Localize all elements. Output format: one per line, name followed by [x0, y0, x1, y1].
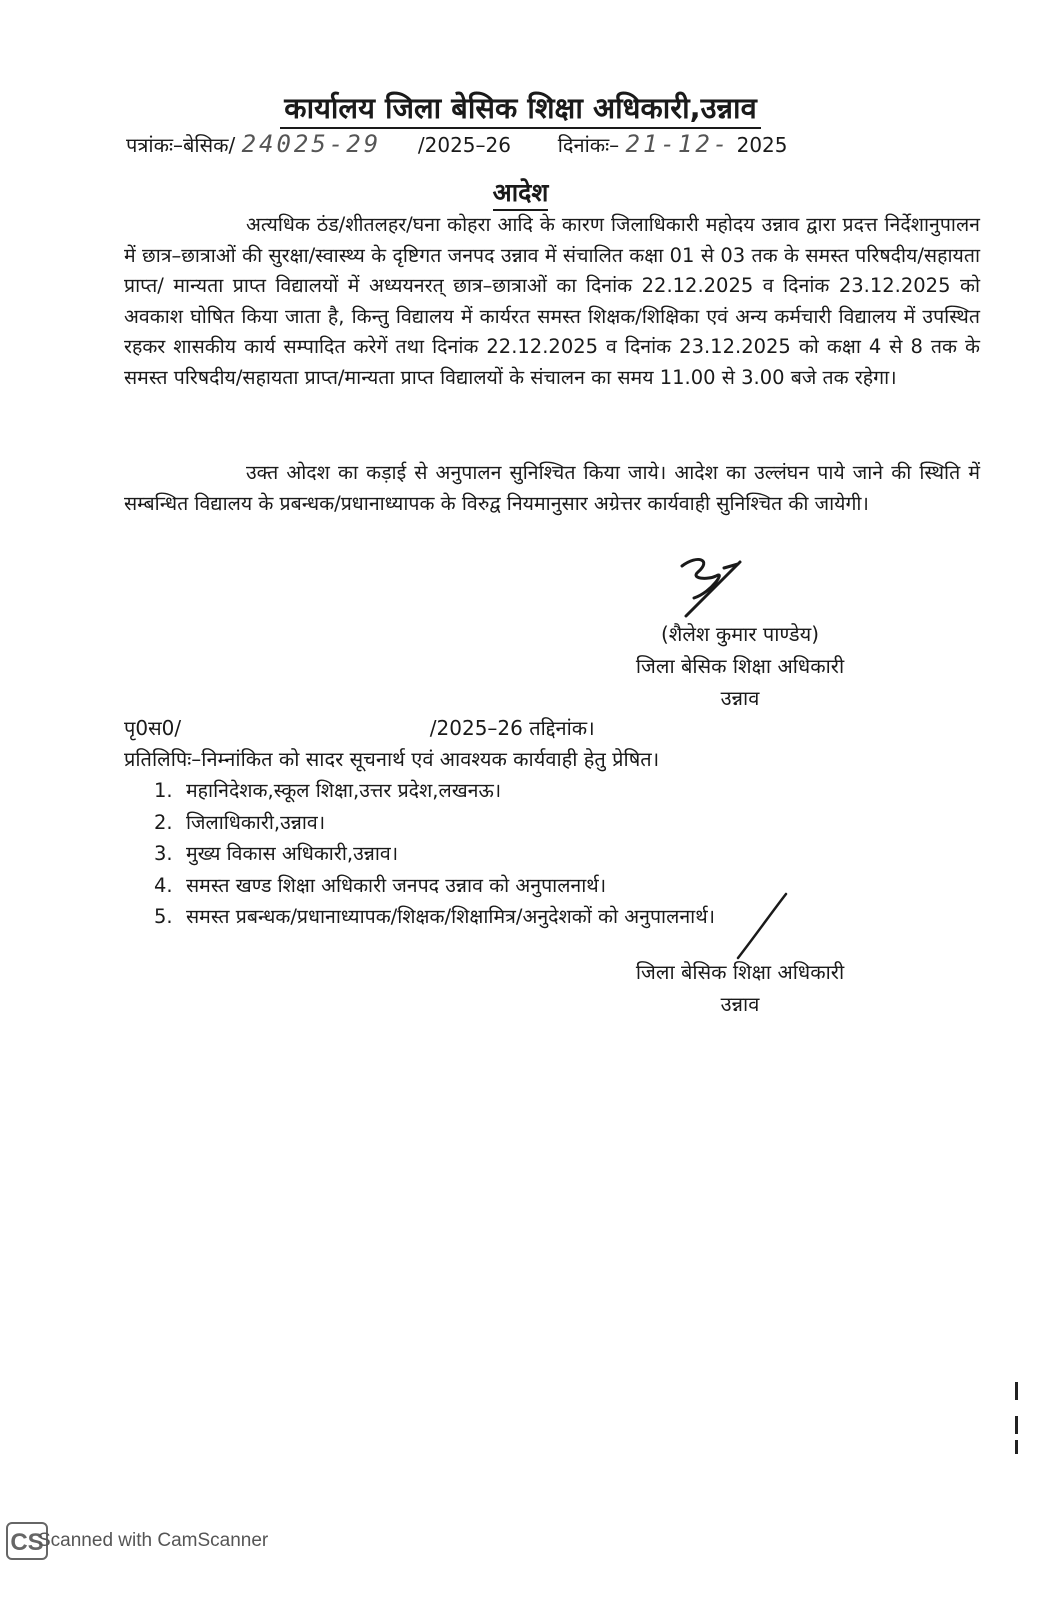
signature-mark	[668, 552, 758, 620]
list-item-text: महानिदेशक,स्कूल शिक्षा,उत्तर प्रदेश,लखनऊ।	[186, 779, 502, 802]
reference-line	[126, 130, 926, 158]
list-item	[154, 871, 954, 903]
handwritten-reference-number: 24025-29	[241, 130, 382, 158]
order-heading	[0, 175, 1041, 209]
scan-edge-mark	[1015, 1416, 1018, 1434]
endorsement-line	[124, 714, 924, 741]
list-item	[154, 902, 954, 934]
list-item	[154, 776, 954, 808]
camscanner-text: Scanned with CamScanner	[38, 1530, 269, 1551]
signatory-designation: जिला बेसिक शिक्षा अधिकारी	[635, 654, 845, 678]
office-title	[0, 88, 1041, 127]
list-item-number: 4.	[154, 873, 173, 897]
scan-edge-mark	[1015, 1440, 1018, 1454]
list-item-number: 5.	[154, 905, 173, 928]
order-heading-text: आदेश	[493, 178, 549, 211]
signatory-place: उन्नाव	[720, 686, 760, 710]
closing-signatory-block	[560, 956, 920, 1020]
copy-intro: प्रतिलिपिः–निम्नांकित को सादर सूचनार्थ एवं आवश्यक कार्यवाही हेतु प्रेषित।	[124, 747, 660, 771]
camscanner-logo: CS	[6, 1522, 48, 1560]
signatory-block	[560, 618, 920, 714]
camscanner-watermark	[6, 1522, 346, 1566]
pen-stroke-mark	[728, 892, 788, 962]
endorsement-suffix: /2025–26 तद्दिनांक।	[429, 716, 595, 740]
list-item-number: 1.	[154, 779, 173, 802]
reference-prefix: पत्रांकः–बेसिक/	[126, 133, 236, 157]
list-item	[154, 839, 954, 871]
order-paragraph-2: उक्त ओदश का कड़ाई से अनुपालन सुनिश्चित किया जाये। आदेश का उल्लंघन पाये जाने की स्थिति में सम्बन्धित विद्यालय के प्रबन्धक/प्रधानाध्यापक के विरुद्व नियमानुसार अग्रेत्तर कार्यवाही सुनिश्चित की जायेगी।	[124, 461, 980, 515]
list-item-text: समस्त खण्ड शिक्षा अधिकारी जनपद उन्नाव को अनुपालनार्थ।	[186, 873, 607, 897]
closing-designation: जिला बेसिक शिक्षा अधिकारी	[635, 960, 845, 984]
list-item-number: 3.	[154, 842, 173, 865]
list-item	[154, 808, 954, 840]
reference-year: 2025	[736, 133, 788, 157]
scan-edge-mark	[1015, 1382, 1018, 1400]
list-item-text: जिलाधिकारी,उन्नाव।	[186, 810, 326, 834]
date-label: दिनांकः–	[557, 133, 620, 157]
reference-session: /2025–26	[417, 133, 511, 157]
order-paragraph-1: अत्यधिक ठंड/शीतलहर/घना कोहरा आदि के कारण जिलाधिकारी महोदय उन्नाव द्वारा प्रदत्त निर्देशानुपालन में छात्र–छात्राओं की सुरक्षा/स्वास्थ्य के दृष्टिगत जनपद उन्नाव में संचालित कक्षा 01 से 03 तक के समस्त परिषदीय/सहायता प्राप्त/ मान्यता प्राप्त विद्यालयों में अध्ययनरत् छात्र–छात्राओं का दिनांक 22.12.2025 व दिनांक 23.12.2025 को अवकाश घोषित किया जाता है, किन्तु विद्यालय में कार्यरत समस्त शिक्षक/शिक्षिका एवं अन्य कर्मचारी विद्यालय में उपस्थित रहकर शासकीय कार्य सम्पादित करेगें तथा दिनांक 22.12.2025 व दिनांक 23.12.2025 को कक्षा 4 से 8 तक के समस्त परिषदीय/सहायता प्राप्त/मान्यता प्राप्त विद्यालयों के संचालन का समय 11.00 से 3.00 बजे तक रहेगा।	[124, 213, 980, 389]
closing-place: उन्नाव	[720, 992, 760, 1016]
list-item-number: 2.	[154, 810, 173, 834]
list-item-text: समस्त प्रबन्धक/प्रधानाध्यापक/शिक्षक/शिक्षामित्र/अनुदेशकों को अनुपालनार्थ।	[186, 905, 716, 928]
list-item-text: मुख्य विकास अधिकारी,उन्नाव।	[186, 842, 399, 865]
signatory-name: (शैलेश कुमार पाण्डेय)	[660, 622, 820, 646]
office-title-text: कार्यालय जिला बेसिक शिक्षा अधिकारी,उन्नाव	[280, 91, 760, 129]
copy-recipient-list	[154, 776, 954, 934]
handwritten-date: 21-12-	[625, 130, 731, 158]
endorsement-prefix: पृ0स0/	[124, 716, 182, 740]
